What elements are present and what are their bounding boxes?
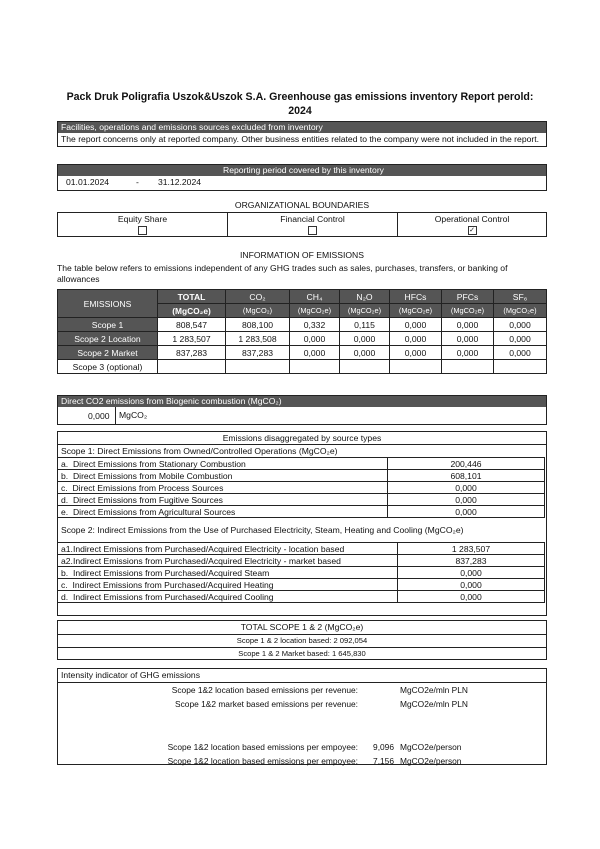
scope1-sources-table [57,457,545,518]
table-row [58,494,545,506]
title-line-1: Pack Druk Poligrafia Uszok&Uszok S.A. Greenhouse gas emissions inventory Report perold: [66,91,534,103]
co2-unit: (MgCO₂) [226,304,290,318]
row-label: Indirect Emissions from Purchased/Acquired Electricity - market based [72,555,341,566]
row-key: c. [61,482,68,493]
intensity-unit: MgCO2e/person [400,756,462,766]
biogenic-header: Direct CO2 emissions from Biogenic combustion (MgCO₂) [58,396,546,407]
table-row [58,555,545,567]
row-value: 837,283 [398,555,545,567]
row-key: d. [61,494,69,505]
n2o-header: N₂O [340,290,390,304]
biogenic-row [58,407,546,424]
table-row [58,567,545,579]
row-value: 0,000 [398,579,545,591]
row-value: 0,000 [388,506,545,518]
intensity-unit: MgCO2e/mln PLN [400,685,468,695]
cell: 0,332 [290,318,340,332]
biogenic-box [57,395,547,425]
scope2-sources-table [57,542,545,603]
scope3-label: Scope 3 (optional) [58,360,158,374]
cell: 0,000 [390,346,442,360]
cell: 0,000 [442,318,494,332]
org-boundaries-table [57,212,547,237]
row-label: Indirect Emissions from Purchased/Acquired Electricity - location based [72,543,345,554]
row-key: a2. [61,555,73,566]
row-label: Indirect Emissions from Purchased/Acquired Steam [72,567,270,578]
table-row [58,543,545,555]
row-label: Direct Emissions from Stationary Combustion [72,458,246,469]
table-row [58,482,545,494]
row-value: 0,000 [398,567,545,579]
intensity-unit: MgCO2e/mln PLN [400,699,468,709]
scope2-market-label: Scope 2 Market [58,346,158,360]
cell: 808,100 [226,318,290,332]
row-label: Direct Emissions from Mobile Combustion [72,470,233,481]
intensity-value: 9,096 [373,742,394,752]
cell: 0,000 [390,318,442,332]
intensity-label: Scope 1&2 location based emissions per empoyee: [167,742,358,752]
title-line-2: 2024 [288,105,312,117]
totals-title: TOTAL SCOPE 1 & 2 (MgCO₂e) [58,621,546,635]
pfcs-unit: (MgCO₂e) [442,304,494,318]
period-dash: - [136,177,139,187]
cell: 808,547 [158,318,226,332]
period-from: 01.01.2024 [66,177,110,187]
report-title [40,90,560,118]
table-row [58,506,545,518]
row-value: 0,000 [388,482,545,494]
excluded-sources-text: The report concerns only at reported company. Other business entities related to the company were not included in the report. [61,134,540,144]
cell: 0,000 [340,332,390,346]
intensity-header: Intensity indicator of GHG emissions [58,669,546,683]
row-key: e. [61,506,69,517]
row-value: 200,446 [388,458,545,470]
ghg-emissions-table [57,289,547,374]
cell: 1 283,508 [226,332,290,346]
scope1-title: Scope 1: Direct Emissions from Owned/Controlled Operations (MgCO₂e) [61,446,338,456]
row-label: Indirect Emissions from Purchased/Acquired Cooling [72,591,274,602]
intensity-unit: MgCO2e/person [400,742,462,752]
co2-header: CO₂ [226,290,290,304]
cell: 0,000 [494,332,547,346]
row-key: b. [61,567,69,578]
cell: 0,000 [442,346,494,360]
row-value: 1 283,507 [398,543,545,555]
sf6-header: SF₆ [494,290,547,304]
table-row [58,318,547,332]
ch4-unit: (MgCO₂e) [290,304,340,318]
cell: 837,283 [158,346,226,360]
intensity-label: Scope 1&2 location based emissions per empoyee: [167,756,358,766]
financial-control-label: Financial Control [228,213,398,225]
operational-control-checkbox[interactable]: ✓ [469,227,475,235]
table-row [58,579,545,591]
cell: 0,000 [494,346,547,360]
table-row [58,591,545,603]
cell: 0,115 [340,318,390,332]
totals-location: Scope 1 & 2 location based: 2 092,054 [58,635,546,648]
reporting-period-box [57,164,547,191]
info-emissions-text: The table below refers to emissions independent of any GHG trades such as sales, purchases, transfers, or banking of allowances [57,263,508,284]
disaggregated-title: Emissions disaggregated by source types [58,432,546,445]
intensity-value: 7,156 [373,756,394,766]
totals-box [57,620,547,660]
table-row [58,360,547,374]
row-key: d. [61,591,69,602]
pfcs-header: PFCs [442,290,494,304]
biogenic-unit: MgCO₂ [115,407,147,424]
total-unit: (MgCO₂e) [158,304,226,318]
intensity-box [57,668,547,765]
equity-share-label: Equity Share [58,213,228,225]
cell: 0,000 [290,346,340,360]
cell: 0,000 [494,318,547,332]
scope2-location-label: Scope 2 Location [58,332,158,346]
org-boundaries-title: ORGANIZATIONAL BOUNDARIES [234,200,370,210]
row-value: 0,000 [388,494,545,506]
row-value: 0,000 [398,591,545,603]
scope1-label: Scope 1 [58,318,158,332]
row-label: Direct Emissions from Fugitive Sources [72,494,223,505]
equity-share-checkbox[interactable] [138,226,147,235]
cell: 0,000 [340,346,390,360]
ch4-header: CH₄ [290,290,340,304]
totals-market: Scope 1 & 2 Market based: 1 645,830 [238,649,366,658]
cell: 0,000 [442,332,494,346]
reporting-period-row [58,176,546,190]
row-label: Direct Emissions from Agricultural Sources [72,506,236,517]
table-row [58,470,545,482]
table-row [58,332,547,346]
row-label: Indirect Emissions from Purchased/Acquired Heating [72,579,274,590]
intensity-label: Scope 1&2 location based emissions per revenue: [171,685,358,695]
row-key: c. [61,579,68,590]
table-row [58,458,545,470]
total-header: TOTAL [158,290,226,304]
financial-control-checkbox[interactable] [308,226,317,235]
n2o-unit: (MgCO₂e) [340,304,390,318]
reporting-period-header: Reporting period covered by this inventory [58,165,546,176]
hfcs-header: HFCs [390,290,442,304]
disaggregated-box [57,431,547,616]
row-label: Direct Emissions from Process Sources [72,482,224,493]
cell: 1 283,507 [158,332,226,346]
scope2-title: Scope 2: Indirect Emissions from the Use of Purchased Electricity, Steam, Heating and Cooling (MgCO₂e) [61,525,464,535]
excluded-sources-box [57,121,547,147]
table-row [58,346,547,360]
row-key: a. [61,458,69,469]
hfcs-unit: (MgCO₂e) [390,304,442,318]
biogenic-value: 0,000 [88,411,110,421]
cell: 0,000 [390,332,442,346]
cell: 837,283 [226,346,290,360]
emissions-header: EMISSIONS [58,290,158,318]
cell: 0,000 [290,332,340,346]
sf6-unit: (MgCO₂e) [494,304,547,318]
info-emissions-title: INFORMATION OF EMISSIONS [240,250,364,260]
excluded-sources-header: Facilities, operations and emissions sources excluded from inventory [58,122,546,133]
operational-control-label: Operational Control [398,213,547,225]
row-key: a1. [61,543,73,554]
row-key: b. [61,470,69,481]
intensity-label: Scope 1&2 market based emissions per revenue: [175,699,358,709]
row-value: 608,101 [388,470,545,482]
period-to: 31.12.2024 [158,177,202,187]
